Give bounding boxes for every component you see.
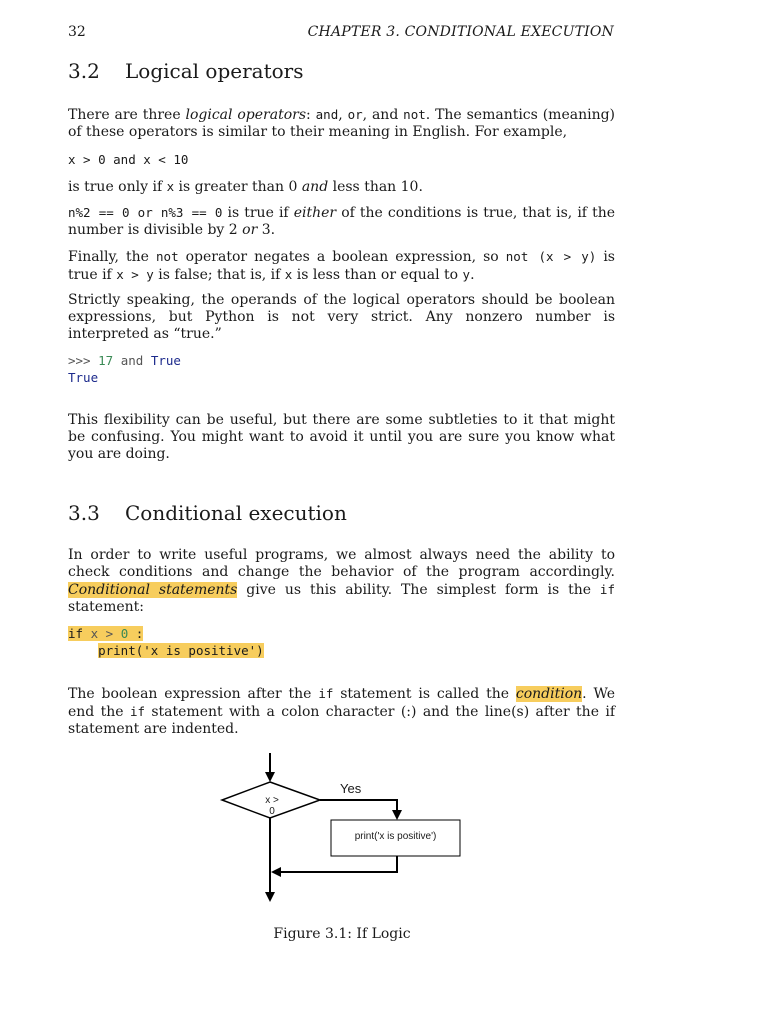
paragraph: In order to write useful programs, we almost always need the ability to check conditions and change the behavior of the program accordingly. Conditional statements give us this ability. The simplest form is the if statement: — [68, 547, 615, 615]
section-title: Logical operators — [125, 59, 304, 83]
repl-input: >>> 17 and True — [68, 353, 181, 368]
section-title: Conditional execution — [125, 501, 347, 525]
process-label: print('x is positive') — [354, 831, 437, 842]
page-number: 32 — [68, 24, 86, 40]
paragraph: This flexibility can be useful, but there are some subtleties to it that might be confusing. You might want to avoid it until you are sure you know what you are doing. — [68, 412, 615, 462]
yes-label: Yes — [340, 781, 362, 796]
chapter-header: CHAPTER 3. CONDITIONAL EXECUTION — [307, 24, 614, 40]
repl-output: True — [68, 370, 99, 385]
paragraph: There are three logical operators: and, or, and not. The semantics (meaning) of these operators is similar to their meaning in English. For example, — [68, 107, 616, 140]
flowchart — [215, 748, 475, 908]
paragraph: Strictly speaking, the operands of the logical operators should be boolean expressions, but Python is not very strict. Any nonzero number is interpreted as “true.” — [68, 292, 615, 342]
diamond-label: x > 0 — [265, 795, 279, 817]
paragraph: Finally, the not operator negates a boolean expression, so not (x > y) is true if x > y is false; that is, if x is less than or equal to y. — [68, 249, 615, 283]
section-number: 3.3 — [68, 501, 100, 525]
flow-arrow-yes — [320, 800, 397, 818]
code-if-line: if x > 0 : — [68, 626, 144, 641]
code-line: x > 0 and x < 10 — [68, 152, 189, 167]
section-number: 3.2 — [68, 59, 100, 83]
paragraph: is true only if x is greater than 0 and less than 10. — [68, 179, 423, 195]
code-body-line: print('x is positive') — [98, 643, 264, 658]
flow-arrow-merge — [273, 856, 397, 872]
figure-caption: Figure 3.1: If Logic — [273, 926, 411, 942]
paragraph: The boolean expression after the if statement is called the condition. We end the if statement with a colon character (:) and the line(s) after the if statement are indented. — [68, 686, 616, 737]
paragraph: n%2 == 0 or n%3 == 0 is true if either of the conditions is true, that is, if the number is divisible by 2 or 3. — [68, 205, 616, 238]
